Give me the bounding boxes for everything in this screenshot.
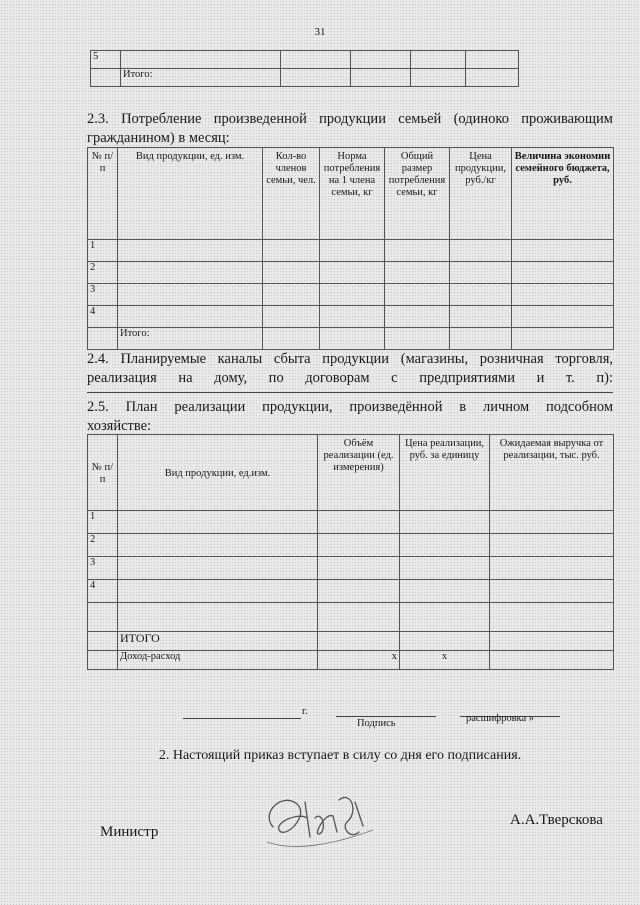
order-text: 2. Настоящий приказ вступает в силу со дня его подписания.: [158, 748, 522, 763]
table-row: 1: [88, 511, 118, 534]
minister-name: А.А.Тверскова: [510, 812, 603, 828]
header-price: Цена продукции, руб./кг: [450, 148, 512, 240]
table-row: 2: [88, 262, 118, 284]
signature-label: Подпись: [357, 718, 396, 729]
header-norm: Норма потребления на 1 члена семьи, кг: [320, 148, 385, 240]
header-no: № п/п: [88, 148, 118, 240]
table-total-label: Итого:: [118, 328, 263, 350]
table-fragment: [90, 50, 519, 87]
decode-label: расшифровка »: [466, 713, 535, 724]
date-line: [183, 718, 301, 719]
section-2-5-line1: 2.5. План реализации продукции, произведённой в личном подсобном: [87, 399, 613, 415]
signature-line: [336, 716, 436, 717]
year-suffix: г.: [302, 706, 308, 717]
table-row: 1: [88, 240, 118, 262]
header-no: № п/п: [88, 435, 118, 511]
section-2-3-line2: гражданином) в месяц:: [87, 130, 230, 146]
header-product: Вид продукции, ед. изм.: [118, 148, 263, 240]
section-2-3-line1: 2.3. Потребление произведенной продукции семьей (одиноко проживающим: [87, 111, 613, 127]
section-2-4-line2: реализация на дому, по договорам с предприятиями и т. п):: [87, 370, 613, 386]
table-total-label: ИТОГО: [118, 632, 318, 651]
minister-title: Министр: [100, 824, 159, 840]
header-savings: Величина экономии семейного бюджета, руб.: [512, 148, 614, 240]
header-volume: Объём реализации (ед. измерения): [318, 435, 400, 511]
header-product: Вид продукции, ед.изм.: [118, 435, 318, 511]
header-total-consumption: Общий размер потребления семьи, кг: [385, 148, 450, 240]
table-row: 3: [88, 284, 118, 306]
x-mark: x: [400, 651, 490, 670]
table-row: 2: [88, 534, 118, 557]
consumption-table: [87, 147, 614, 350]
table-row-number: 5: [91, 51, 121, 69]
header-price: Цена реализации, руб. за единицу: [400, 435, 490, 511]
income-expense-label: Доход-расход: [118, 651, 318, 670]
table-row: 4: [88, 306, 118, 328]
page-number: 31: [314, 26, 326, 38]
table-row: 3: [88, 557, 118, 580]
signature-scribble: [255, 782, 385, 862]
header-members: Кол-во членов семьи, чел.: [263, 148, 320, 240]
x-mark: x: [318, 651, 400, 670]
table-total-label: Итого:: [121, 69, 281, 87]
sales-plan-table: [87, 434, 614, 670]
table-row: 4: [88, 580, 118, 603]
divider: [87, 392, 613, 393]
section-2-4-line1: 2.4. Планируемые каналы сбыта продукции (магазины, розничная торговля,: [87, 351, 613, 367]
section-2-5-line2: хозяйстве:: [87, 418, 152, 434]
header-revenue: Ожидаемая выручка от реализации, тыс. руб.: [490, 435, 614, 511]
